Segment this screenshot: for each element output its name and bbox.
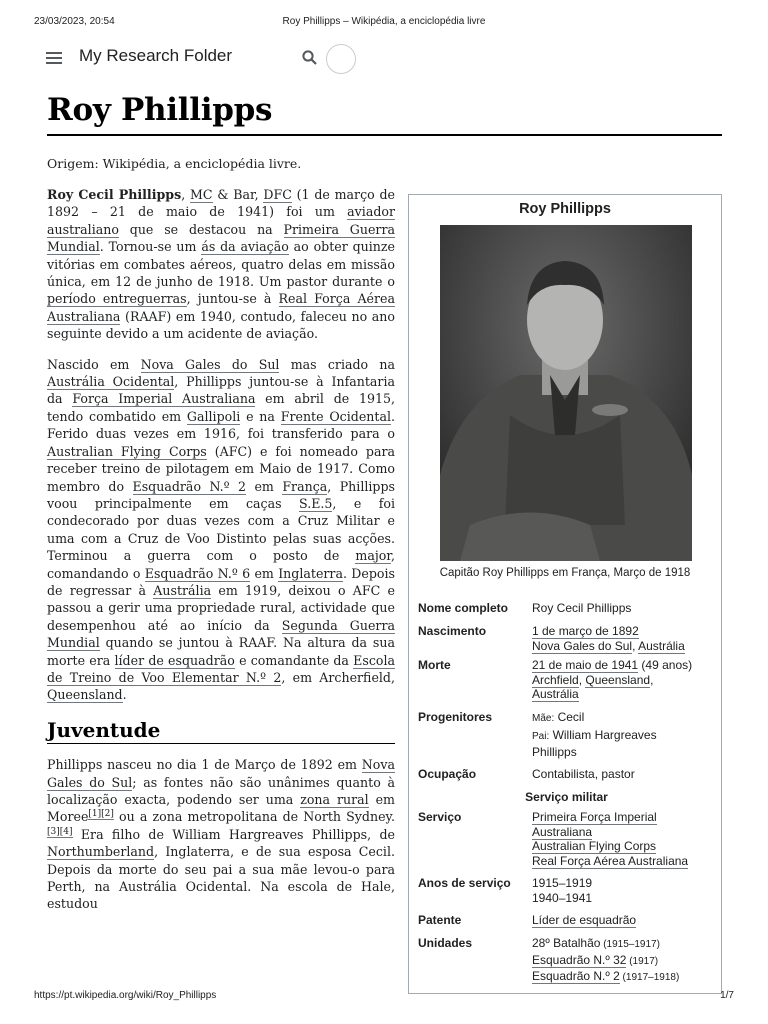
link-australia[interactable]: Austrália xyxy=(153,582,212,598)
link-nova-gales-do-sul[interactable]: Nova Gales do Sul xyxy=(140,356,280,372)
page-title: Roy Phillipps xyxy=(47,92,722,136)
link-major[interactable]: major xyxy=(355,548,391,564)
link-nasc-place[interactable]: Nova Gales do Sul xyxy=(532,638,633,653)
link-se5[interactable]: S.E.5 xyxy=(299,495,333,511)
row-unidades: Unidades 28º Batalhão (1915–1917) Esquadrão N.º 32 (1917) Esquadrão N.º 2 (1917–1918) xyxy=(418,936,680,983)
user-avatar-button[interactable] xyxy=(326,44,356,74)
link-patente[interactable]: Líder de esquadrão xyxy=(532,913,637,927)
link-mc[interactable]: MC xyxy=(189,187,213,202)
link-nova-gales-do-sul-2[interactable]: Nova Gales do Sul xyxy=(47,757,395,790)
row-patente: Patente Líder de esquadrão xyxy=(418,913,637,927)
link-frente-ocidental[interactable]: Frente Ocidental xyxy=(280,408,391,424)
link-queensland[interactable]: Queensland xyxy=(47,687,123,703)
infobox-rows xyxy=(418,601,715,991)
career-paragraph: Nascido em Nova Gales do Sul mas criado na Austrália Ocidental, Phillipps juntou-se à Infantaria da Força Imperial Australiana em abril de 1915, tendo combatido em Gallipoli e na Frente Ocidental. Ferido duas vezes em 1916, foi transferido para o Australian Flying Corps (AFC) e foi nomeado para receber treino de pilotagem em Maio de 1917. Como membro do Esquadrão N.º 2 em França, Phillipps voou principalmente em caças S.E.5, e foi condecorado por duas vezes com a Cruz Militar e uma com a Cruz de Voo Distinto pelas suas acções. Terminou a guerra com o posto de major, comandando o Esquadrão N.º 6 em Inglaterra. Depois de regressar à Austrália em 1919, deixou o AFC e passou a gerir uma propriedade rural, actividade que desempenhou até ao início da Segunda Guerra Mundial quando se juntou à RAAF. Na altura da sua morte era líder de esquadrão e comandante da Escola de Treino de Voo Elementar N.º 2, em Archerfield, Queensland. xyxy=(47,356,396,703)
section-heading-juventude: Juventude xyxy=(47,722,395,744)
article-body xyxy=(47,186,395,926)
row-nascimento: Nascimento 1 de março de 1892 Nova Gales do Sul, Austrália xyxy=(418,624,685,653)
intro-paragraph: Roy Cecil Phillipps, MC & Bar, DFC (1 de março de 1892 – 21 de maio de 1941) foi um aviador australiano que se destacou na Primeira Guerra Mundial. Tornou-se um ás da aviação ao obter quinze vitórias em combates aéreos, quatro delas em missão única, em 12 de junho de 1918. Um pastor durante o período entreguerras, juntou-se à Real Força Aérea Australiana (RAAF) em 1940, contudo, faleceu no ano seguinte devido a um acidente de aviação. xyxy=(47,187,395,342)
link-nasc-country[interactable]: Austrália xyxy=(638,638,685,653)
link-esquadrao-6[interactable]: Esquadrão N.º 6 xyxy=(144,565,251,581)
link-northumberland[interactable]: Northumberland xyxy=(47,844,155,860)
photo-caption: Capitão Roy Phillipps em França, Março de 1918 xyxy=(439,567,691,579)
link-nasc-date[interactable]: 1 de março de 1892 xyxy=(532,624,639,638)
print-doc-title: Roy Phillipps – Wikipédia, a enciclopédia livre xyxy=(282,16,486,27)
print-page-number: 1/7 xyxy=(720,990,734,1001)
row-anos-de-servico: Anos de serviço 1915–1919 1940–1941 xyxy=(418,876,593,905)
ref-2[interactable]: [2] xyxy=(101,809,114,820)
servico-militar-heading: Serviço militar xyxy=(525,790,608,804)
link-inglaterra[interactable]: Inglaterra xyxy=(278,565,343,581)
link-as-da-aviacao[interactable]: ás da aviação xyxy=(201,239,289,255)
link-dfc[interactable]: DFC xyxy=(263,187,292,202)
link-segunda-guerra[interactable]: Segunda Guerra Mundial xyxy=(47,617,395,651)
print-datetime: 23/03/2023, 20:54 xyxy=(34,16,115,27)
link-franca[interactable]: França xyxy=(282,478,328,494)
link-serv-2[interactable]: Australian Flying Corps xyxy=(532,839,657,853)
link-esquadrao-2-unit[interactable]: Esquadrão N.º 2 xyxy=(532,969,620,983)
print-footer xyxy=(34,990,734,1004)
link-serv-3[interactable]: Real Força Aérea Australiana xyxy=(532,853,689,868)
link-archfield[interactable]: Archfield xyxy=(532,672,579,687)
link-escola-de-treino[interactable]: Escola de Treino de Voo Elementar N.º 2 xyxy=(47,652,395,685)
link-zona-rural[interactable]: zona rural xyxy=(300,792,369,807)
link-morte-date[interactable]: 21 de maio de 1941 xyxy=(532,658,639,672)
link-aviador[interactable]: aviador australiano xyxy=(47,204,395,237)
origin-note: Origem: Wikipédia, a enciclopédia livre. xyxy=(47,156,302,171)
ref-1[interactable]: [1] xyxy=(88,809,102,820)
link-queensland-2[interactable]: Queensland xyxy=(585,672,651,687)
portrait-illustration xyxy=(440,225,692,561)
row-nome-completo: Nome completo Roy Cecil Phillipps xyxy=(418,601,632,615)
ref-3[interactable]: [3] xyxy=(47,826,60,837)
menu-icon[interactable] xyxy=(46,52,62,64)
row-progenitores: Progenitores Mãe: Cecil Pai: William Hargreaves Phillipps xyxy=(418,709,657,759)
link-afc[interactable]: Australian Flying Corps xyxy=(47,443,207,459)
folder-title: My Research Folder xyxy=(79,46,233,65)
print-url: https://pt.wikipedia.org/wiki/Roy_Phillipps xyxy=(34,990,217,1001)
link-serv-1[interactable]: Primeira Força Imperial xyxy=(532,810,657,824)
print-header xyxy=(34,16,734,30)
link-esquadrao-32[interactable]: Esquadrão N.º 32 xyxy=(532,952,627,967)
link-raaf[interactable]: Real Força Aérea Australiana xyxy=(47,291,395,324)
research-toolbar xyxy=(46,42,726,74)
row-ocupacao: Ocupação Contabilista, pastor xyxy=(418,767,635,781)
link-serv-1b[interactable]: Australiana xyxy=(532,824,593,839)
link-esquadrao-2[interactable]: Esquadrão N.º 2 xyxy=(132,478,247,494)
link-lider-de-esquadrao[interactable]: líder de esquadrão xyxy=(114,652,235,668)
link-forca-imperial[interactable]: Força Imperial Australiana xyxy=(72,391,256,407)
row-servico: Serviço Primeira Força Imperial Australiana Australian Flying Corps Real Força Aérea Australiana xyxy=(418,810,689,868)
link-australia-2[interactable]: Austrália xyxy=(532,687,579,701)
infobox xyxy=(408,194,722,994)
link-entreguerras[interactable]: período entreguerras xyxy=(47,291,187,307)
portrait-photo[interactable] xyxy=(440,225,692,561)
ref-4[interactable]: [4] xyxy=(59,826,73,837)
search-icon[interactable] xyxy=(301,49,319,67)
infobox-title: Roy Phillipps xyxy=(519,201,611,217)
link-primeira-guerra[interactable]: Primeira Guerra Mundial xyxy=(47,221,395,255)
youth-paragraph: Phillipps nasceu no dia 1 de Março de 1892 em Nova Gales do Sul; as fontes não são unânimes quanto à localização exacta, podendo ser uma zona rural em Moree[1][2] ou a zona metropolitana de North Sydney.[3][4] Era filho de William Hargreaves Phillipps, de Northumberland, Inglaterra, e de sua esposa Cecil. Depois da morte do seu pai a sua mãe levou-o para Perth, na Austrália Ocidental. Na escola de Hale, estudou xyxy=(47,757,395,912)
row-morte: Morte 21 de maio de 1941 (49 anos) Archfield, Queensland, Austrália xyxy=(418,658,693,701)
link-australia-ocidental[interactable]: Austrália Ocidental xyxy=(47,374,175,390)
link-gallipoli[interactable]: Gallipoli xyxy=(186,408,241,424)
